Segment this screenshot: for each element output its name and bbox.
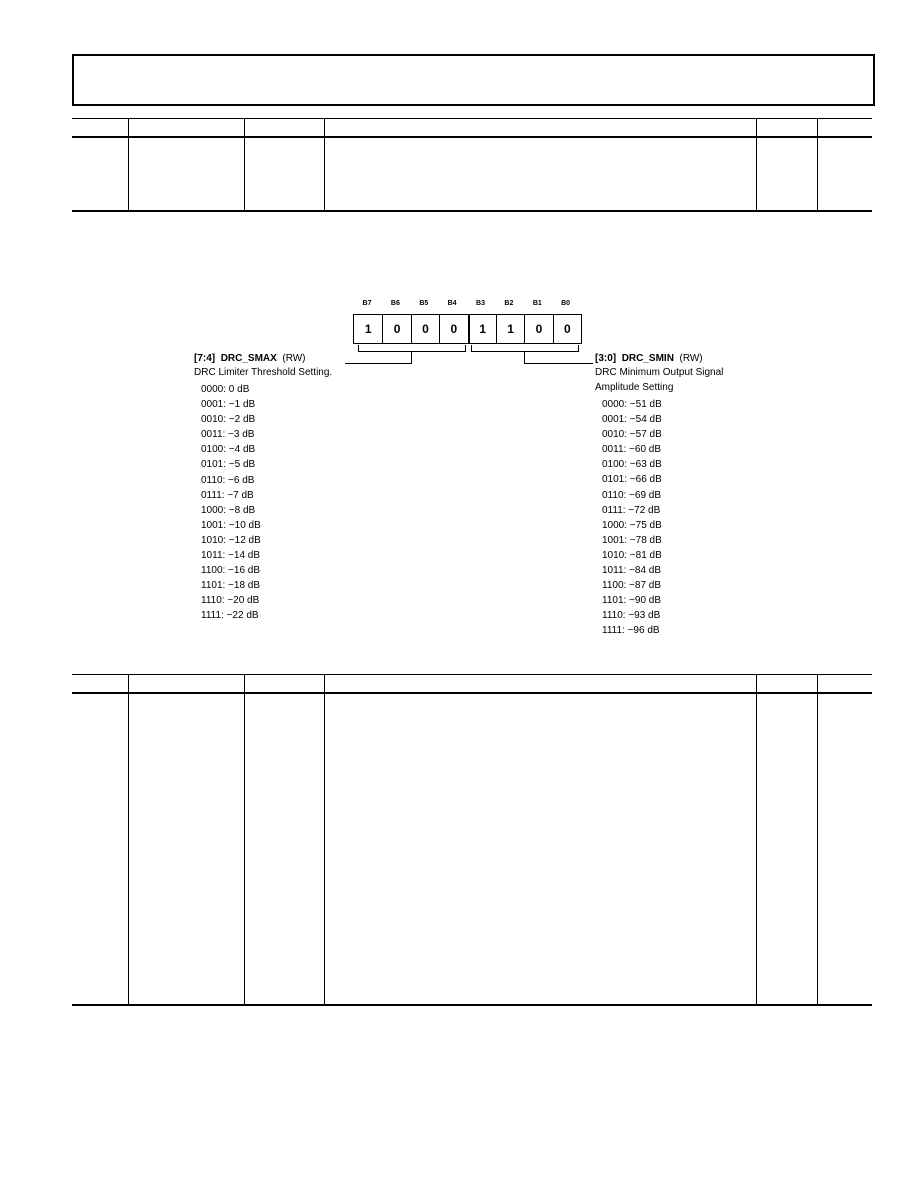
- field-description-line2: Amplitude Setting: [595, 382, 674, 393]
- leader-line: [345, 363, 412, 364]
- bit-value: 1: [364, 322, 372, 336]
- bit-label: B1: [532, 300, 542, 307]
- list-item: 1110: −93 dB: [602, 610, 661, 622]
- list-item: 1100: −87 dB: [602, 580, 662, 592]
- bit-value: 0: [411, 315, 439, 343]
- option-list-drc-smax: [201, 382, 261, 624]
- bit-value: 1: [468, 315, 496, 343]
- list-item: 1110: −20 dB: [201, 595, 260, 607]
- list-item: 0100: −63 dB: [602, 459, 662, 471]
- bit-value: 0: [524, 315, 552, 343]
- list-item: 1001: −10 dB: [201, 519, 261, 531]
- field-description-line1: DRC Minimum Output Signal: [595, 367, 724, 378]
- list-item: 1011: −14 dB: [201, 550, 261, 562]
- bit-value: 1: [496, 315, 524, 343]
- field-name: DRC_SMIN: [621, 353, 674, 364]
- list-item: 0001: −1 dB: [201, 399, 256, 411]
- list-item: 1011: −84 dB: [602, 565, 662, 577]
- bit-value: 0: [382, 315, 410, 343]
- bit-value: 0: [439, 315, 467, 343]
- list-item: 0011: −60 dB: [602, 444, 662, 456]
- page-header-box: [72, 54, 875, 106]
- list-item: 1101: −90 dB: [602, 595, 662, 607]
- bit-label: B2: [504, 300, 514, 307]
- bit-label: B7: [362, 300, 372, 307]
- table-row: [72, 693, 872, 1005]
- list-item: 0100: −4 dB: [201, 444, 256, 456]
- register-table-top: [72, 118, 872, 212]
- list-item: 1111: −96 dB: [602, 625, 660, 637]
- list-item: 0010: −57 dB: [602, 429, 662, 441]
- field-description: DRC Limiter Threshold Setting.: [194, 367, 333, 378]
- leader-line: [524, 363, 593, 364]
- list-item: 0111: −7 dB: [201, 489, 254, 501]
- list-item: 0101: −66 dB: [602, 474, 662, 486]
- register-table-bottom: [72, 674, 872, 1006]
- list-item: 0011: −3 dB: [201, 429, 255, 441]
- list-item: 0110: −69 dB: [602, 489, 662, 501]
- list-item: 1000: −75 dB: [602, 519, 662, 531]
- list-item: 1001: −78 dB: [602, 534, 662, 546]
- table-row: [72, 137, 872, 211]
- list-item: 0010: −2 dB: [201, 414, 256, 426]
- table-header-row: [72, 119, 872, 138]
- bit-label: B5: [419, 300, 429, 307]
- bracket-line: [471, 351, 579, 352]
- list-item: 0110: −6 dB: [201, 474, 255, 486]
- field-title-drc-smin: [595, 353, 703, 364]
- list-item: 1010: −81 dB: [602, 549, 662, 561]
- field-range: [3:0]: [595, 353, 617, 364]
- bit-label: B0: [561, 300, 571, 307]
- list-item: 1101: −18 dB: [201, 580, 261, 592]
- list-item: 0111: −72 dB: [602, 504, 661, 516]
- bracket-line: [465, 345, 466, 352]
- field-access: (RW): [282, 353, 306, 364]
- list-item: 0101: −5 dB: [201, 459, 256, 471]
- option-list-drc-smin: [602, 397, 662, 639]
- list-item: 0001: −54 dB: [602, 414, 662, 426]
- field-title-drc-smax: [194, 353, 306, 364]
- list-item: 1100: −16 dB: [201, 565, 261, 577]
- list-item: 0000: 0 dB: [201, 384, 250, 395]
- field-access: (RW): [679, 353, 703, 364]
- field-range: [7:4]: [194, 353, 216, 364]
- bit-label: B6: [390, 300, 400, 307]
- bit-label: B4: [447, 300, 457, 307]
- list-item: 1000: −8 dB: [201, 504, 256, 516]
- list-item: 0000: −51 dB: [602, 399, 662, 410]
- list-item: 1010: −12 dB: [201, 534, 261, 546]
- list-item: 1111: −22 dB: [201, 610, 259, 622]
- bit-value: 0: [553, 315, 581, 343]
- bit-label: B3: [476, 300, 485, 307]
- table-header-row: [72, 675, 872, 694]
- field-name: DRC_SMAX: [220, 353, 277, 364]
- bracket-line: [578, 345, 579, 352]
- bit-value-row: [353, 314, 582, 344]
